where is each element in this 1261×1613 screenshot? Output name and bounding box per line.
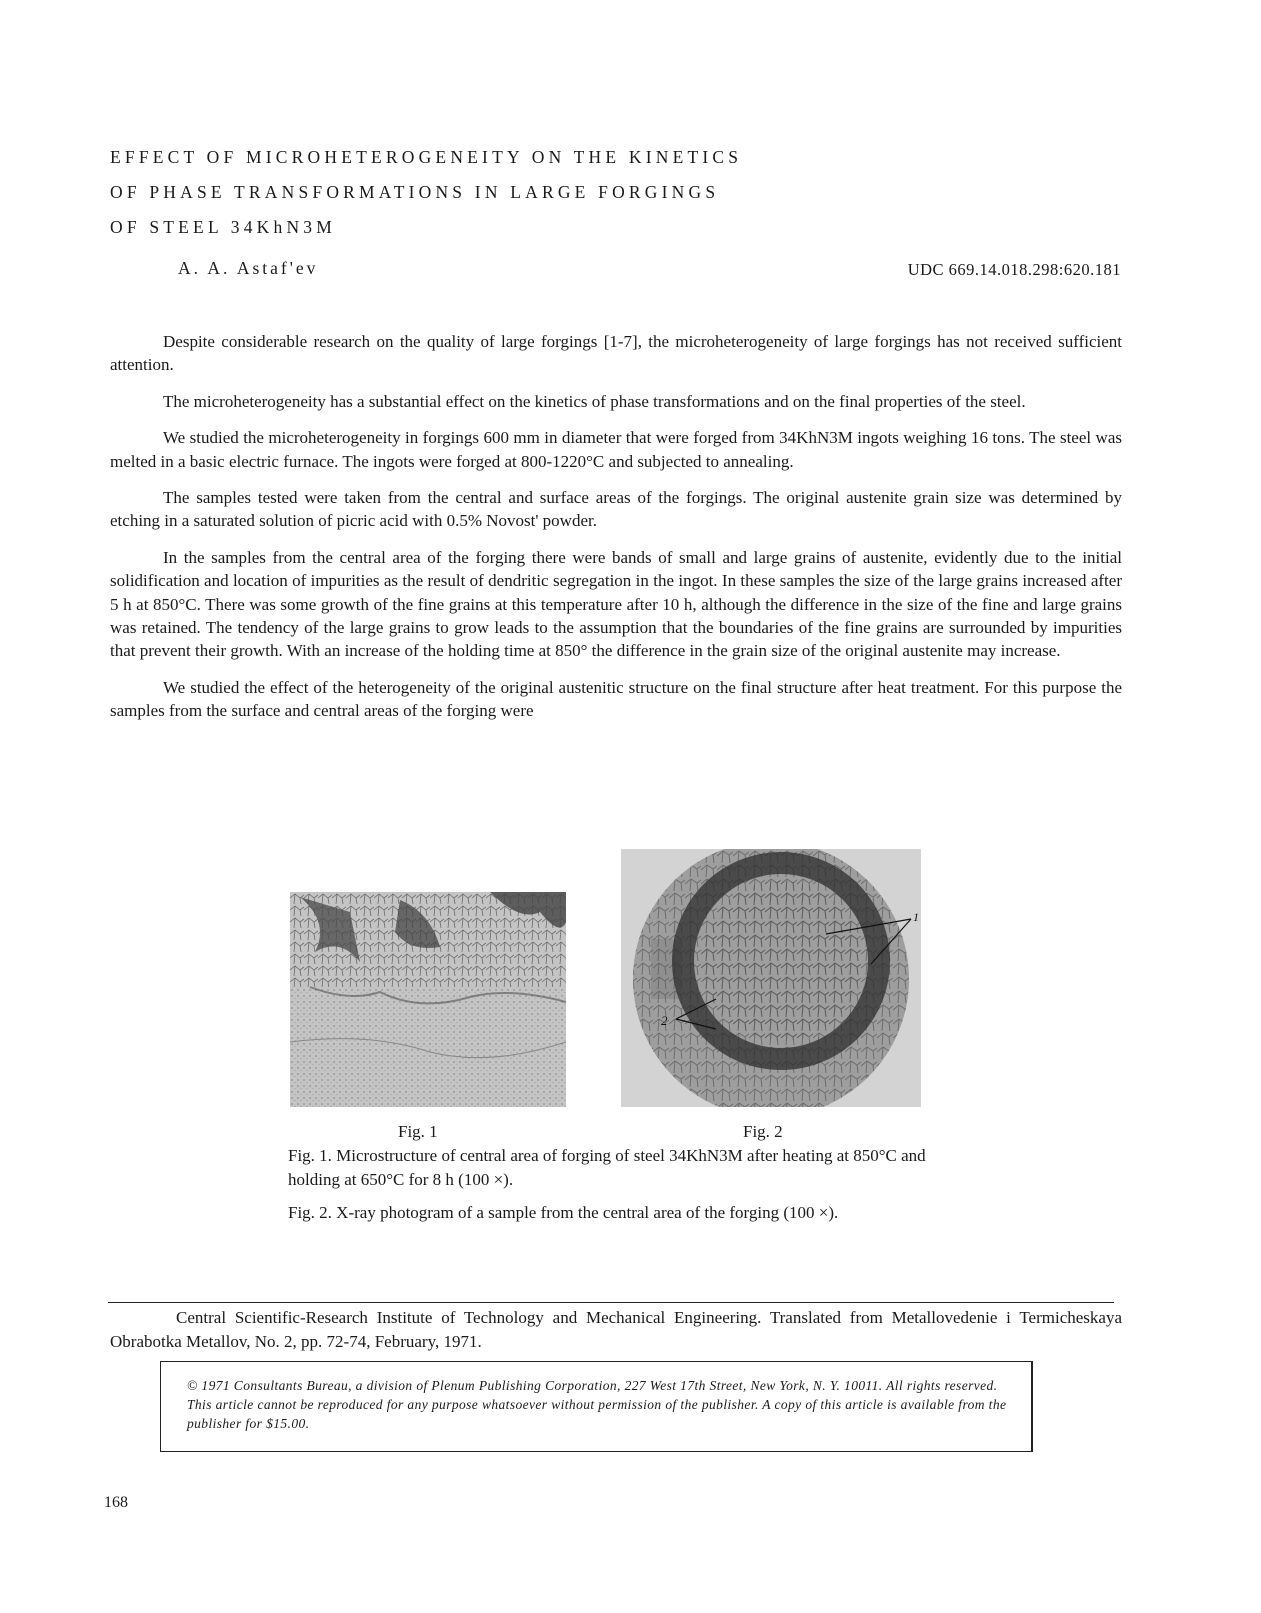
article-title — [110, 140, 742, 245]
figure-1-microstructure-image — [290, 892, 566, 1107]
footnote-divider — [108, 1302, 1114, 1303]
copyright-text: © 1971 Consultants Bureau, a division of Plenum Publishing Corporation, 227 West 17th Street, New York, N. Y. 10011. All rights reserved. This article cannot be reproduced for any purpose whatsoever without permission of the publisher. A copy of this article is available from the publisher for $15.00. — [187, 1378, 1007, 1431]
figure-2-callout-1: 1 — [913, 910, 919, 924]
figure-captions — [288, 1144, 928, 1235]
affiliation-note: Central Scientific-Research Institute of Technology and Mechanical Engineering. Translated from Metallovedenie i Termicheskaya Obrabotka Metallov, No. 2, pp. 72-74, February, 1971. — [110, 1308, 1122, 1351]
udc-code: UDC 669.14.018.298:620.181 — [907, 260, 1121, 279]
article-body — [110, 330, 1122, 736]
paragraph-1: Despite considerable research on the quality of large forgings [1-7], the microheterogeneity of large forgings has not received sufficient attention. — [110, 332, 1122, 375]
figure-1-label: Fig. 1 — [398, 1122, 438, 1141]
title-line-2: OF PHASE TRANSFORMATIONS IN LARGE FORGINGS — [110, 182, 720, 202]
figure-2-xray-photogram-image — [621, 849, 921, 1107]
page-number: 168 — [104, 1494, 128, 1511]
title-line-1: EFFECT OF MICROHETEROGENEITY ON THE KINETICS — [110, 147, 743, 167]
copyright-box — [160, 1361, 1033, 1452]
paragraph-6: We studied the effect of the heterogeneity of the original austenitic structure on the final structure after heat treatment. For this purpose the samples from the surface and central areas of the forging were — [110, 677, 1122, 721]
figure-2-label: Fig. 2 — [743, 1122, 783, 1141]
figure-2-callout-2: 2 — [661, 1013, 668, 1028]
paragraph-2: The microheterogeneity has a substantial effect on the kinetics of phase transformations and on the final properties of the steel. — [163, 391, 1026, 411]
paragraph-5: In the samples from the central area of the forging there were bands of small and large grains of austenite, evidently due to the initial solidification and location of impurities as the result of dendritic segregation in the ingot. In these samples the size of the large grains increased after 5 h at 850°C. There was some growth of the fine grains at this temperature after 10 h, although the difference in the size of the fine and large grains was retained. The tendency of the large grains to grow leads to the assumption that the boundaries of the fine grains are surrounded by impurities that prevent their growth. With an increase of the holding time at 850° the difference in the grain size of the original austenite may increase. — [110, 547, 1122, 661]
paragraph-3: We studied the microheterogeneity in forgings 600 mm in diameter that were forged from 34KhN3M ingots weighing 16 tons. The steel was melted in a basic electric furnace. The ingots were forged at 800-1220°C and subjected to annealing. — [110, 428, 1122, 471]
figure-2-caption: Fig. 2. X-ray photogram of a sample from the central area of the forging (100 ×). — [288, 1203, 839, 1222]
paragraph-4: The samples tested were taken from the central and surface areas of the forgings. The original austenite grain size was determined by etching in a saturated solution of picric acid with 0.5% Novost' powder. — [110, 488, 1122, 531]
figure-1-caption: Fig. 1. Microstructure of central area of forging of steel 34KhN3M after heating at 850°C and holding at 650°C for 8 h (100 ×). — [288, 1146, 926, 1189]
title-line-3: OF STEEL 34KhN3M — [110, 217, 336, 237]
author-name: A. A. Astaf'ev — [178, 258, 319, 278]
